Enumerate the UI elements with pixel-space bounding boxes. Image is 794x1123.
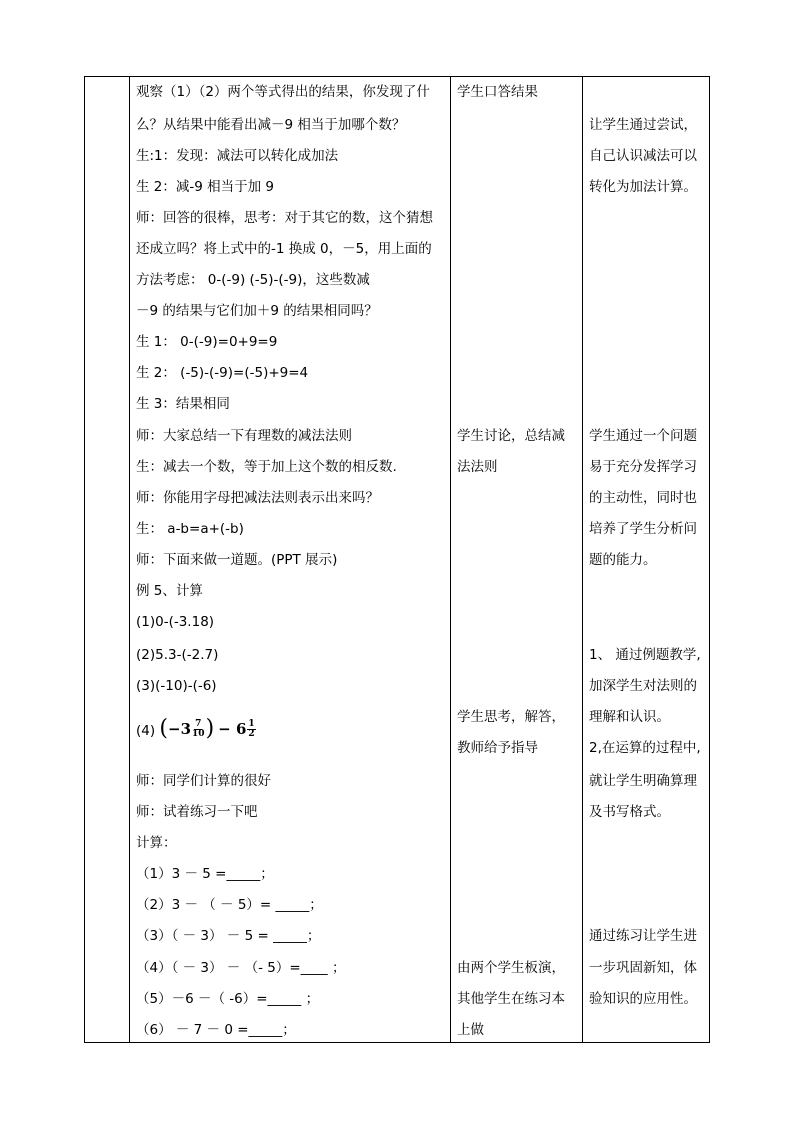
- content-line: 生 3：结果相同: [136, 396, 230, 412]
- intent-line: 易于充分发挥学习: [589, 459, 697, 475]
- table-border-col1: [129, 76, 130, 1043]
- intent-line: 一步巩固新知，体: [589, 960, 697, 976]
- intent-line: 1、 通过例题教学,: [589, 647, 701, 663]
- content-line: (3)(-10)-(-6): [136, 678, 217, 694]
- student-line: 学生思考，解答，: [457, 709, 565, 725]
- math-whole-2: − 6: [218, 720, 247, 738]
- content-line: 师：回答的很棒，思考：对于其它的数，这个猜想: [136, 210, 433, 226]
- math-denominator-2: 2: [248, 728, 255, 739]
- student-line: 由两个学生板演，: [457, 960, 565, 976]
- content-line: (2)5.3-(-2.7): [136, 647, 219, 663]
- intent-line: 2,在运算的过程中,: [589, 740, 701, 756]
- intent-line: 培养了学生分析问: [589, 521, 697, 537]
- student-line: 学生口答结果: [457, 84, 538, 100]
- table-bottom-border: [84, 1042, 710, 1043]
- content-line: 方法考虑： 0-(-9) (-5)-(-9)，这些数减: [136, 272, 370, 288]
- exercise-line: （3）（ － 3） － 5 = _____；: [136, 928, 321, 944]
- intent-line: 学生通过一个问题: [589, 428, 697, 444]
- intent-line: 及书写格式。: [589, 804, 670, 820]
- exercise-line: （5）－6 －（ -6）=_____ ；: [136, 991, 320, 1007]
- intent-line: 让学生通过尝试，: [589, 117, 697, 133]
- intent-line: 验知识的应用性。: [589, 991, 697, 1007]
- table-border-right: [709, 76, 710, 1043]
- exercise-line: （2）3 － （ － 5）= _____；: [136, 897, 323, 913]
- content-line: 例 5、计算: [136, 583, 203, 599]
- content-line: 还成立吗？将上式中的-1 换成 0，－5，用上面的: [136, 241, 432, 257]
- student-line: 上做: [457, 1022, 484, 1038]
- math-close-paren: ): [205, 716, 215, 741]
- content-line: 生： a-b=a+(-b): [136, 521, 244, 537]
- intent-line: 自己认识减法可以: [589, 148, 697, 164]
- content-line: 师：同学们计算的很好: [136, 773, 271, 789]
- intent-line: 就让学生明确算理: [589, 773, 697, 789]
- math-expression: [136, 715, 257, 745]
- content-line: 观察（1）（2）两个等式得出的结果，你发现了什: [136, 84, 430, 100]
- table-border-left: [84, 76, 85, 1043]
- exercise-line: （1）3 － 5 =_____；: [136, 866, 274, 882]
- content-line: 师：你能用字母把减法法则表示出来吗？: [136, 490, 379, 506]
- math-whole-1: −3: [168, 720, 192, 738]
- math-item-label: (4): [136, 723, 156, 739]
- content-line: 生:1：发现：减法可以转化成加法: [136, 148, 339, 164]
- intent-line: 理解和认识。: [589, 709, 670, 725]
- content-line: (1)0-(-3.18): [136, 614, 215, 630]
- math-numerator-2: 1: [248, 718, 255, 729]
- content-line: 生 2：减-9 相当于加 9: [136, 179, 275, 195]
- intent-line: 的主动性，同时也: [589, 490, 697, 506]
- content-line: 生 2： (-5)-(-9)=(-5)+9=4: [136, 365, 309, 381]
- content-line: －9 的结果与它们加＋9 的结果相同吗？: [136, 303, 378, 319]
- student-line: 其他学生在练习本: [457, 991, 565, 1007]
- table-border-col2: [450, 76, 451, 1043]
- table-top-border: [84, 76, 710, 77]
- content-line: 师：试着练习一下吧: [136, 804, 258, 820]
- math-fraction-1: [192, 720, 205, 739]
- intent-line: 转化为加法计算。: [589, 179, 697, 195]
- content-line: 师：大家总结一下有理数的减法法则: [136, 428, 352, 444]
- content-line: 生 1： 0-(-9)=0+9=9: [136, 334, 278, 350]
- math-denominator-1: 10: [192, 728, 205, 739]
- intent-line: 加深学生对法则的: [589, 678, 697, 694]
- exercise-line: （4）（ － 3） － （- 5）=____ ；: [136, 960, 346, 976]
- exercise-line: （6） － 7 － 0 =_____；: [136, 1022, 296, 1038]
- student-line: 教师给予指导: [457, 740, 538, 756]
- table-border-col3: [582, 76, 583, 1043]
- content-line: 生：减去一个数，等于加上这个数的相反数.: [136, 459, 397, 475]
- math-fraction-2: [247, 720, 255, 739]
- intent-line: 题的能力。: [589, 552, 657, 568]
- content-line: 计算：: [136, 835, 177, 851]
- student-line: 法法则: [457, 459, 498, 475]
- content-line: 师：下面来做一道题。(PPT 展示): [136, 552, 338, 568]
- math-open-paren: (: [159, 716, 169, 741]
- content-line: 么？从结果中能看出减－9 相当于加哪个数？: [136, 117, 406, 133]
- student-line: 学生讨论，总结减: [457, 428, 565, 444]
- intent-line: 通过练习让学生进: [589, 928, 697, 944]
- math-numerator-1: 7: [195, 718, 202, 729]
